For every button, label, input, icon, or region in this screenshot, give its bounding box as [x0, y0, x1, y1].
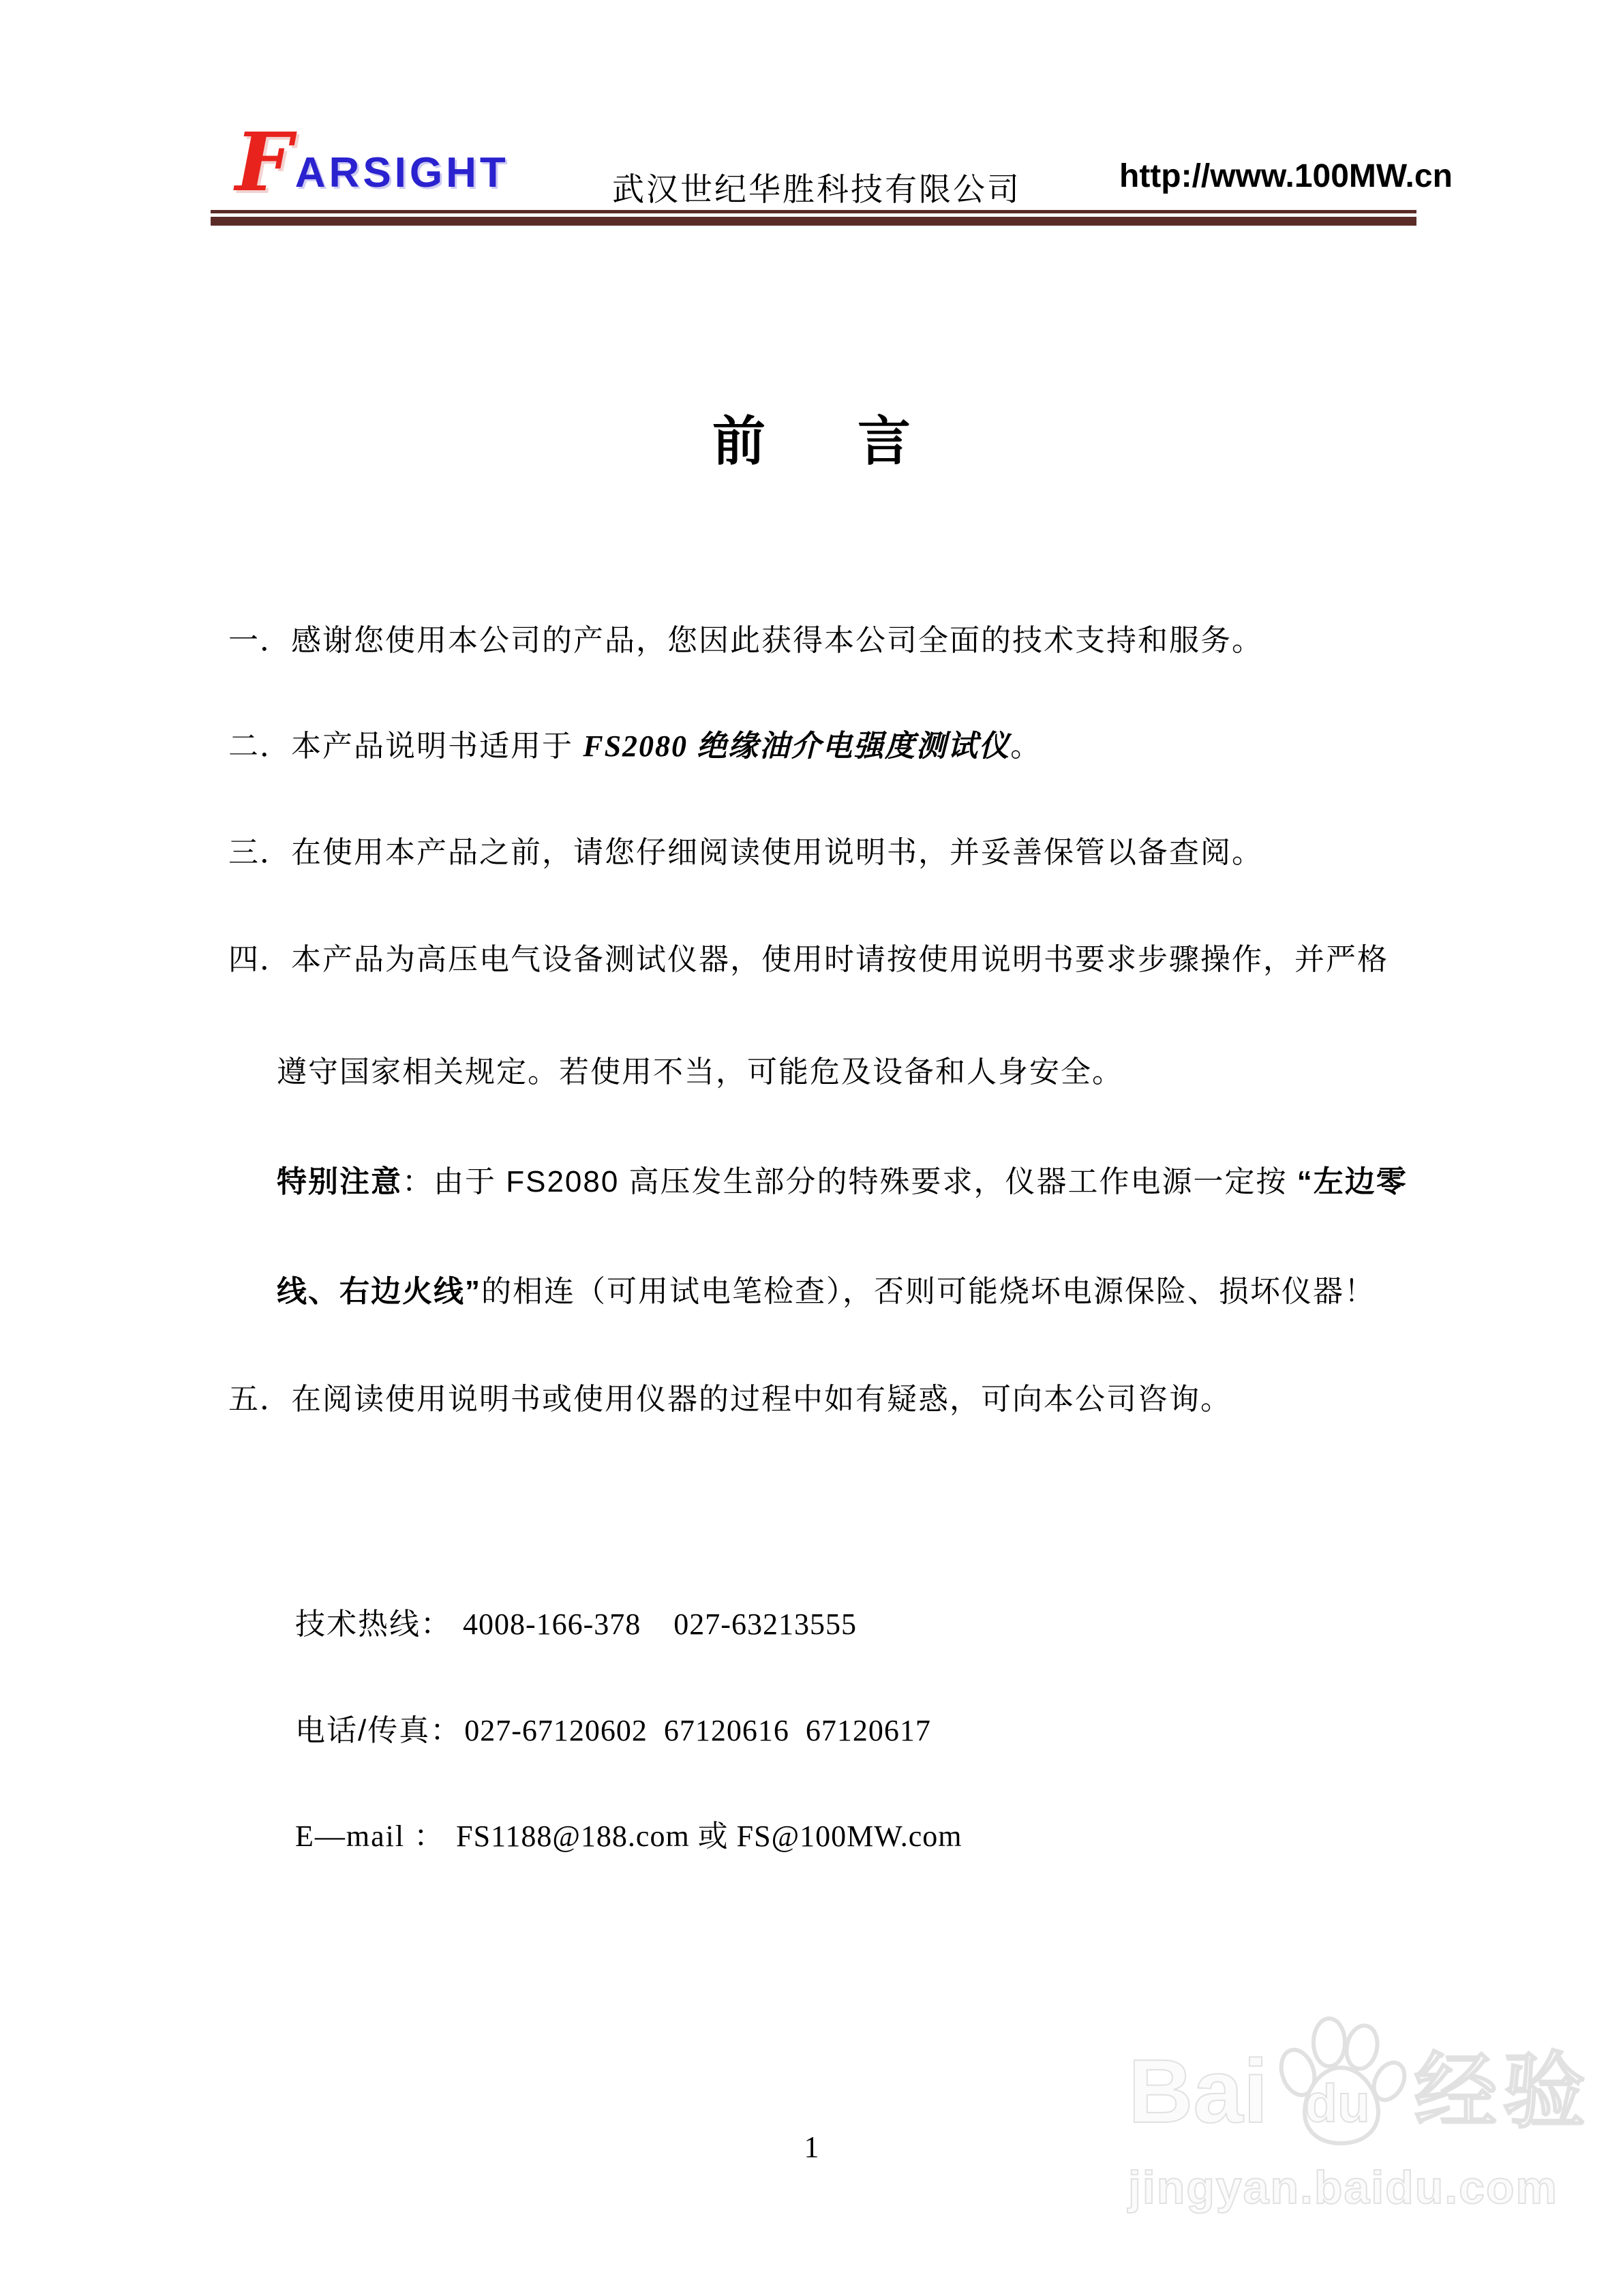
- phone-fax-row: [295, 1706, 931, 1749]
- item-4-text-line1: 本产品为高压电气设备测试仪器，使用时请按使用说明书要求步骤操作，并严格: [291, 943, 1389, 976]
- special-note-bold1: “左边零: [1296, 1165, 1408, 1198]
- farsight-logo-f: F: [235, 115, 292, 209]
- phone-fax-numbers: 027-67120602 67120616 67120617: [464, 1714, 931, 1747]
- header-url: http://www.100MW.cn: [1119, 158, 1453, 194]
- watermark-jingyan-text: 经验: [1414, 2045, 1592, 2138]
- watermark-bai-text: Bai: [1128, 2041, 1269, 2141]
- page-title-word1: 前: [712, 411, 765, 471]
- item-2-marker: 二．: [228, 729, 291, 763]
- item-5-marker: 五．: [228, 1383, 291, 1416]
- page-title-word2: 言: [858, 411, 911, 471]
- watermark-du-text: du: [1305, 2073, 1370, 2133]
- special-note-bold2: 线、右边火线”: [277, 1275, 481, 1308]
- special-note-line1: [277, 1157, 1408, 1200]
- item-3-text: 在使用本产品之前，请您仔细阅读使用说明书，并妥善保管以备查阅。: [291, 836, 1263, 869]
- preface-item-4-line1: [228, 935, 1389, 978]
- item-4-text-line2: 遵守国家相关规定。若使用不当，可能危及设备和人身安全。: [277, 1055, 1123, 1089]
- preface-item-5: [228, 1374, 1232, 1418]
- watermark-site-url: jingyan.baidu.com: [1128, 2162, 1558, 2214]
- header-rule-thin: [211, 210, 1416, 213]
- special-note-text1: ：由于 FS2080 高压发生部分的特殊要求，仪器工作电源一定按: [402, 1165, 1297, 1198]
- item-3-marker: 三．: [228, 836, 291, 869]
- item-5-text: 在阅读使用说明书或使用仪器的过程中如有疑惑，可向本公司咨询。: [291, 1383, 1232, 1416]
- baidu-jingyan-watermark: [1128, 2023, 1605, 2214]
- special-note-text2: 的相连（可用试电笔检查），否则可能烧坏电源保险、损坏仪器！: [481, 1275, 1376, 1308]
- hotline-row: [295, 1599, 857, 1643]
- special-note-line2: [277, 1267, 1376, 1310]
- email-label: E—mail ：: [295, 1819, 446, 1853]
- hotline-numbers: 4008-166-378 027-63213555: [463, 1607, 857, 1641]
- preface-item-4-line2: [277, 1047, 1123, 1091]
- item-2-product-name: FS2080 绝缘油介电强度测试仪: [583, 729, 1011, 763]
- special-note-label: 特别注意: [277, 1165, 402, 1198]
- item-1-text: 感谢您使用本公司的产品，您因此获得本公司全面的技术支持和服务。: [291, 624, 1263, 657]
- baidu-paw-icon: [1269, 2010, 1412, 2153]
- item-1-marker: 一．: [228, 624, 291, 657]
- phone-fax-label: 电话/传真：: [295, 1714, 462, 1747]
- farsight-logo-text: ARSIGHT: [294, 149, 509, 196]
- item-2-suffix: 。: [1010, 729, 1042, 763]
- item-2-text: 本产品说明书适用于: [291, 729, 583, 763]
- hotline-label: 技术热线：: [295, 1607, 452, 1641]
- page-number: 1: [804, 2130, 819, 2164]
- farsight-logo: [235, 115, 509, 209]
- email-value: FS1188@188.com 或 FS@100MW.com: [456, 1819, 962, 1853]
- email-row: [295, 1811, 962, 1855]
- watermark-logo-row: [1128, 2023, 1605, 2160]
- header-rule-thick: [211, 217, 1416, 226]
- preface-item-2: [228, 721, 1042, 765]
- page-title: [0, 399, 1623, 475]
- preface-item-3: [228, 828, 1263, 871]
- preface-item-1: [228, 616, 1263, 659]
- item-4-marker: 四．: [228, 943, 291, 976]
- company-name: 武汉世纪华胜科技有限公司: [612, 171, 1021, 207]
